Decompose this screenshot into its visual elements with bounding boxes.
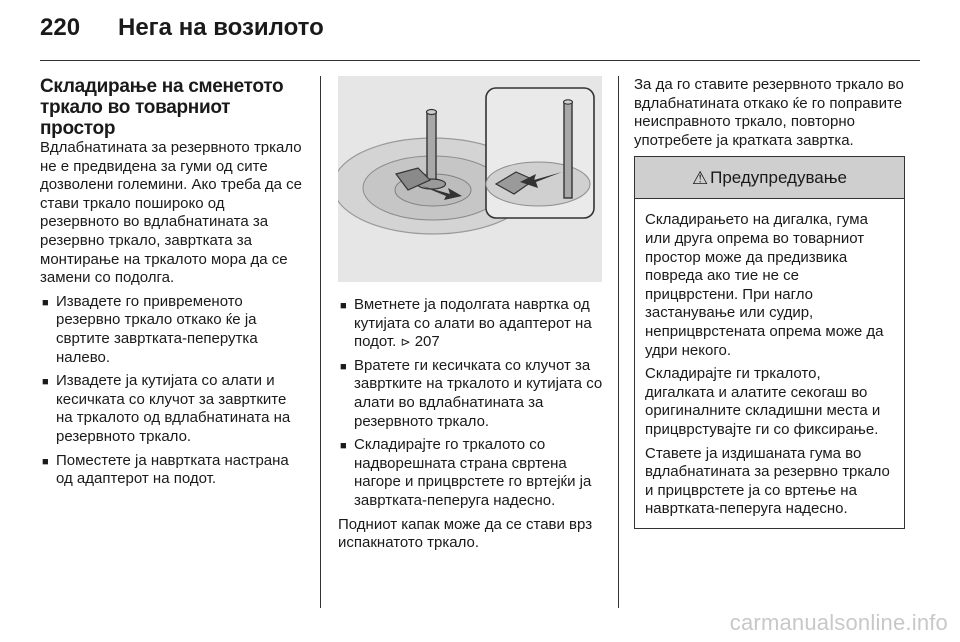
list-item: ■ Складирајте го тркалото со надворешната страна свртена нагоре и прицврстете го вртејќи ја завртката-пеперуга надесно.	[340, 436, 592, 509]
list-item: ■ Вметнете ја подолгата навртка од кутијата со алати во адаптерот на подот. ⊳ 207	[340, 296, 592, 351]
column-1	[40, 76, 307, 494]
warning-box	[634, 156, 905, 529]
col3-intro-paragraph: За да го ставите резервното тркало во вдлабнатината откако ќе го поправите неисправното тркало, повторно употребете ја кратката завртка.	[634, 76, 904, 149]
warning-triangle-icon: ⚠	[691, 167, 709, 188]
warning-paragraph: Складирајте ги тркалото, дигалката и алатите секогаш во оригиналните складишни места и прицврстувајте ги со фиксирање.	[645, 365, 881, 438]
list-item: ■ Извадете ја кутијата со алати и кесичката со клучот за завртките на тркалото од вдлабнатината на резервното тркало.	[42, 372, 291, 445]
page-heading: Нега на возилото	[118, 14, 324, 41]
warning-paragraph: Складирањето на дигалка, гума или друга опрема во товарниот простор може да предизвика повреда ако тие не се прицврстени. При нагло застанување или судир, неприцврстената опрема може да удри некого.	[645, 211, 884, 359]
list-item: ■ Вратете ги кесичката со клучот за завртките на тркалото и кутијата со алати во вдлабнатината за резервното тркало.	[340, 356, 603, 430]
spare-wheel-illustration-svg	[338, 76, 602, 282]
header-rule	[40, 60, 920, 61]
page-header	[40, 14, 324, 54]
page-reference[interactable]: 207	[414, 333, 440, 351]
bullet-icon: ■	[42, 455, 49, 468]
steps-list-1	[40, 293, 307, 489]
warning-header	[635, 157, 904, 199]
bullet-icon: ■	[340, 360, 347, 373]
bullet-icon: ■	[340, 300, 347, 312]
column-2	[338, 76, 606, 558]
spare-wheel-illustration	[338, 76, 602, 282]
list-item: ■ Извадете го привременото резервно тркало откако ќе ја свртите завртката-пеперутка налево.	[42, 292, 258, 366]
bullet-icon: ■	[42, 376, 49, 389]
list-item: ■ Поместете ја навртката настрана од адаптерот на подот.	[42, 451, 289, 488]
warning-label: Предупредување	[710, 167, 848, 187]
column-divider	[618, 76, 619, 608]
section-title: Складирање на сменетото тркало во товарниот простор	[40, 76, 284, 139]
page-number: 220	[40, 14, 81, 41]
warning-body	[635, 199, 904, 528]
column-3	[634, 76, 907, 529]
steps-list-2	[338, 296, 606, 511]
cross-reference-icon: ⊳	[400, 335, 411, 350]
column-divider	[320, 76, 321, 608]
bullet-icon: ■	[340, 440, 347, 453]
floor-cover-note: Подниот капак може да се стави врз испакнатото тркало.	[338, 515, 593, 552]
watermark: carmanualsonline.info	[729, 610, 948, 635]
intro-paragraph: Вдлабнатината за резервното тркало не е предвидена за гуми од сите дозволени големини. Ако треба да се стави тркало пошироко од резервното во вдлабнатината за резервно тркало, завртката за монтирање на тркалото мора да се замени со подолга.	[40, 139, 302, 287]
warning-paragraph: Ставете ја издишаната гума во вдлабнатината за резервно тркало и прицврстете ја со вртење на навртката-пеперуга надесно.	[645, 444, 890, 518]
bullet-icon: ■	[42, 296, 49, 309]
